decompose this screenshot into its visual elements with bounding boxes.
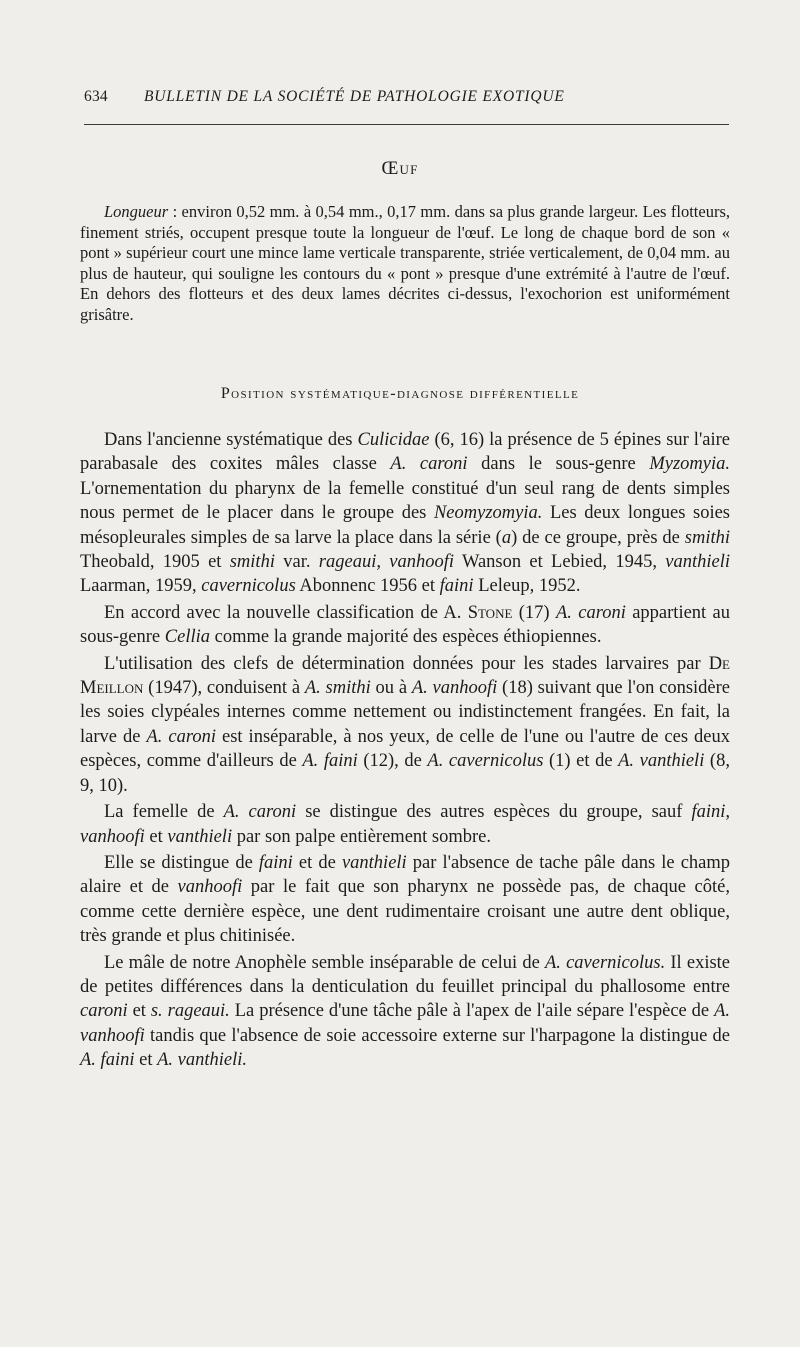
- paragraph-3: L'utilisation des clefs de détermination données pour les stades larvaires par De Meillon (1947), conduisent à A. smithi ou à A. vanhoofi (18) suivant que l'on considère les soies clypéales internes comme nettement ou indistinctement frangées. En fait, la larve de A. caroni est inséparable, à nos yeux, de celle de l'une ou l'autre de ces deux espèces, comme d'ailleurs de A. faini (12), de A. cavernicolus (1) et de A. vanthieli (8, 9, 10).: [80, 653, 731, 796]
- egg-paragraph: Longueur : environ 0,52 mm. à 0,54 mm., 0,17 mm. dans sa plus grande largeur. Les flotteurs, finement striés, occupent presque toute la longueur de l'œuf. Le long de chaque bord de son « pont » supérieur court une mince lame verticale transparente, striée verticalement, de 0,04 mm. au plus de hauteur, qui souligne les contours du « pont » presque d'une extrémité à l'autre de l'œuf. En dehors des flotteurs et des deux lames décrites ci-dessus, l'exochorion est uniformément grisâtre.: [80, 202, 730, 324]
- running-title: BULLETIN DE LA SOCIÉTÉ DE PATHOLOGIE EXOTIQUE: [144, 88, 565, 105]
- paragraph-1: Dans l'ancienne systématique des Culicidae (6, 16) la présence de 5 épines sur l'aire parabasale des coxites mâles classe A. caroni dans le sous-genre Myzomyia. L'ornementation du pharynx de la femelle constitué d'un seul rang de dents simples nous permet de le placer dans le groupe des Neomyzomyia. Les deux longues soies mésopleurales simples de sa larve la place dans la série (a) de ce groupe, près de smithi Theobald, 1905 et smithi var. rageaui, vanhoofi Wanson et Lebied, 1945, vanthieli Laarman, 1959, cavernicolus Abonnenc 1956 et faini Leleup, 1952.: [80, 430, 731, 597]
- header-rule: [84, 124, 729, 125]
- paragraph-4: La femelle de A. caroni se distingue des autres espèces du groupe, sauf faini, vanhoofi et vanthieli par son palpe entièrement sombre.: [80, 802, 731, 847]
- paragraph-6: Le mâle de notre Anophèle semble inséparable de celui de A. cavernicolus. Il existe de petites différences dans la denticulation du feuillet principal du phallosome entre caroni et s. rageaui. La présence d'une tâche pâle à l'apex de l'aile sépare l'espèce de A. vanhoofi tandis que l'absence de soie accessoire externe sur l'harpagone la distingue de A. faini et A. vanthieli.: [80, 952, 731, 1071]
- section-title-position: Position systématique-diagnose différentielle: [220, 385, 580, 402]
- length-label: Longueur: [104, 202, 169, 221]
- position-body: [80, 428, 730, 1073]
- running-header: [84, 88, 729, 106]
- egg-description: [80, 202, 730, 325]
- paragraph-2: En accord avec la nouvelle classification de A. Stone (17) A. caroni appartient au sous-genre Cellia comme la grande majorité des espèces éthiopiennes.: [80, 602, 731, 648]
- section-title-egg: Œuf: [381, 158, 419, 179]
- paragraph-5: Elle se distingue de faini et de vanthieli par l'absence de tache pâle dans le champ alaire et de vanhoofi par le fait que son pharynx ne possède pas, de chaque côté, comme cette dernière espèce, une dent rudimentaire croisant une autre dent oblique, très grande et plus chitinisée.: [80, 852, 731, 947]
- page-number: 634: [84, 88, 108, 105]
